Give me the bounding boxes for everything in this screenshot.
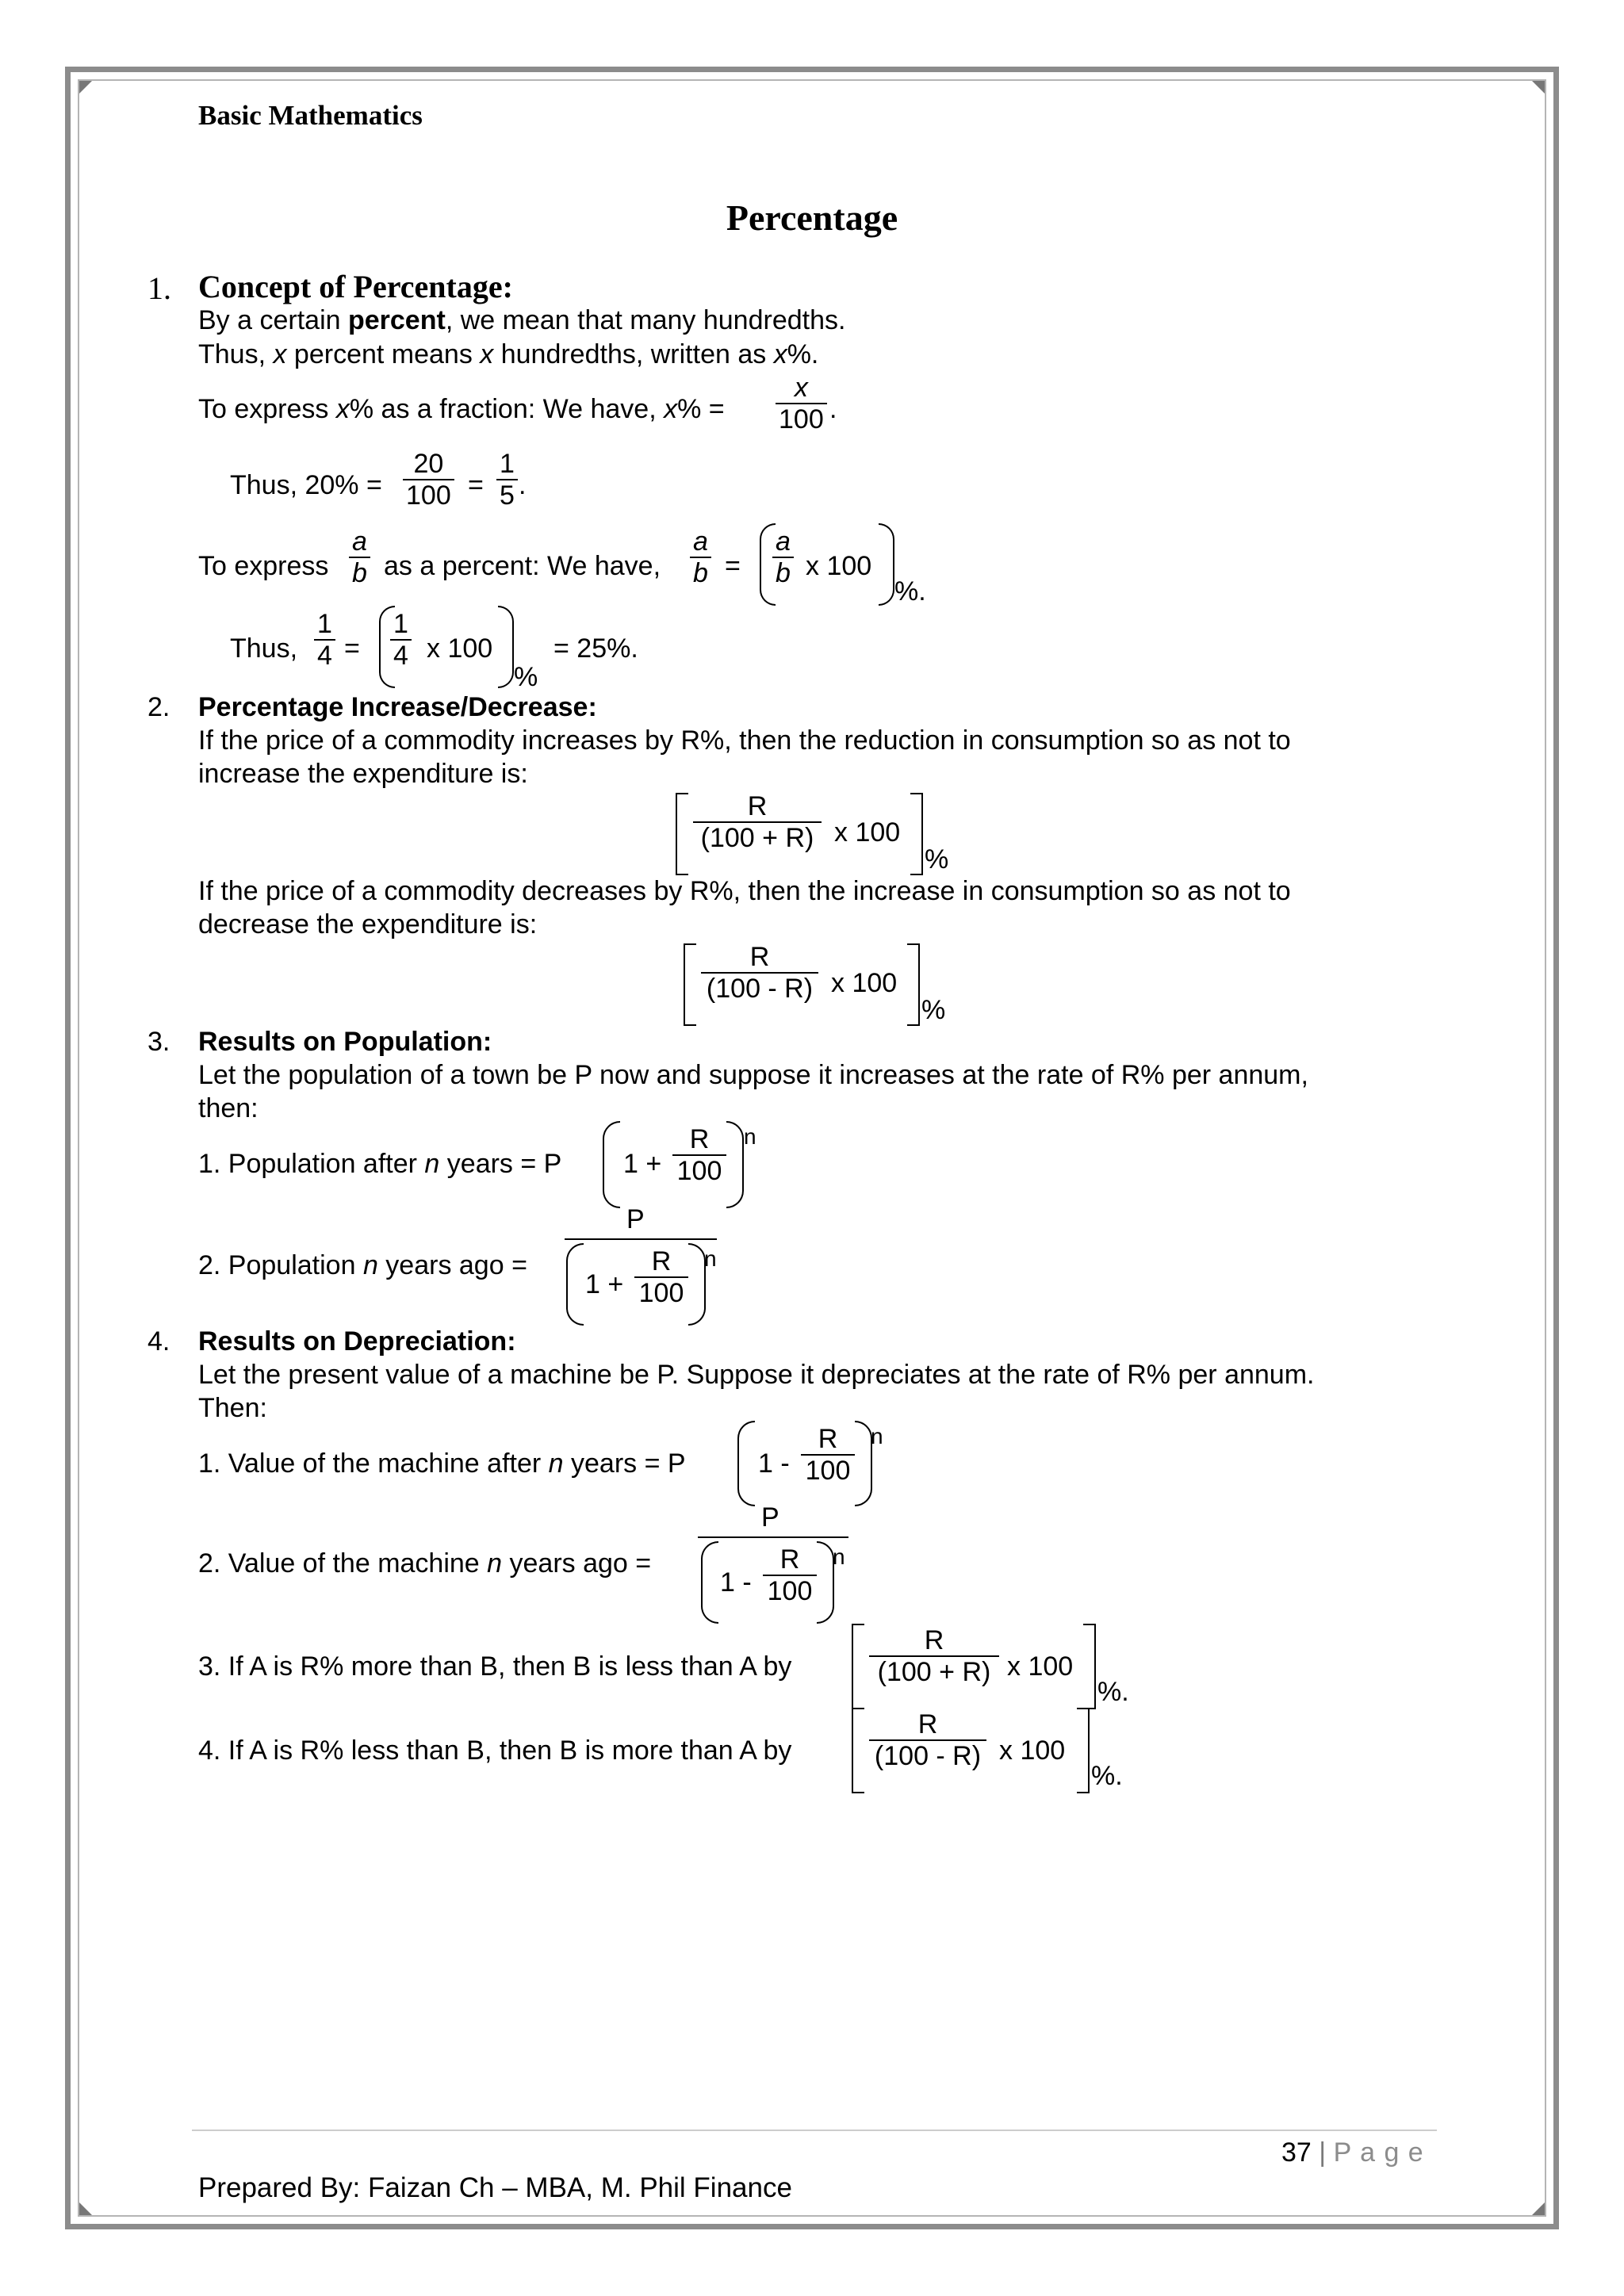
right-paren: [817, 1541, 834, 1624]
corner-ornament-top-right: [1532, 81, 1545, 94]
right-bracket: [1083, 1624, 1096, 1709]
text-times-100: x 100: [427, 633, 493, 664]
fraction: $\frac{R}{100}$: [634, 1246, 688, 1308]
fraction: $\frac{R}{(100 - R)}$: [869, 1709, 986, 1771]
text-line: If the price of a commodity increases by R%, then the reduction in consumption so as not to: [198, 725, 1291, 756]
fraction: $\frac{1}{4}$: [314, 609, 335, 671]
text-line: 1. Population after n years = P: [198, 1149, 562, 1179]
page-title: Percentage: [726, 197, 898, 238]
text-line: By a certain percent, we mean that many hundredths.: [198, 305, 846, 335]
text-times-100: x 100: [1007, 1651, 1074, 1682]
text-line: 2. Value of the machine n years ago =: [198, 1548, 652, 1578]
section-number: 1.: [147, 270, 171, 306]
text-line: To express x% as a fraction: We have, x% =: [198, 394, 725, 424]
text-percent: %.: [1091, 1761, 1123, 1791]
running-header: Basic Mathematics: [198, 100, 423, 131]
right-paren: [726, 1121, 744, 1208]
section-heading: Results on Depreciation:: [198, 1326, 516, 1357]
text-line: decrease the expenditure is:: [198, 909, 538, 939]
text-numerator: P: [761, 1502, 779, 1533]
text-percent: %.: [894, 576, 926, 607]
text-percent: %: [925, 844, 949, 874]
fraction: $\frac{a}{b}$: [690, 526, 711, 588]
section-heading: Concept of Percentage:: [198, 269, 513, 304]
text-line: as a percent: We have,: [384, 551, 661, 581]
text-line: 3. If A is R% more than B, then B is less than A by: [198, 1651, 792, 1682]
text-equals: =: [725, 551, 741, 581]
text-one-plus: 1 +: [585, 1269, 624, 1299]
text-percent: %: [921, 995, 946, 1025]
text-line: increase the expenditure is:: [198, 759, 528, 789]
fraction: $\frac{1}{5}$: [496, 449, 518, 511]
text-line: To express: [198, 551, 329, 581]
fraction: $\frac{20}{100}$: [403, 449, 454, 511]
right-paren: [688, 1243, 706, 1326]
text-line: If the price of a commodity decreases by R%, then the increase in consumption so as not to: [198, 876, 1291, 906]
right-paren: [855, 1421, 872, 1506]
section-heading: Results on Population:: [198, 1027, 492, 1057]
corner-ornament-top-left: [79, 81, 92, 94]
text-period: .: [829, 394, 837, 424]
left-paren: [566, 1243, 584, 1326]
fraction: $\frac{a}{b}$: [772, 526, 794, 588]
text-line: then:: [198, 1093, 259, 1123]
fraction: $\frac{R}{100}$: [763, 1544, 817, 1606]
corner-ornament-bottom-left: [79, 2202, 92, 2215]
text-line: Thus, x percent means x hundredths, written as x%.: [198, 339, 819, 369]
text-one-minus: 1 -: [720, 1567, 752, 1598]
page-number: 37 | P a g e: [1281, 2137, 1424, 2168]
fraction: $\frac{x}{100}$: [776, 373, 827, 434]
prepared-by: Prepared By: Faizan Ch – MBA, M. Phil Finance: [198, 2172, 792, 2203]
text-one-plus: 1 +: [623, 1149, 662, 1179]
right-bracket: [907, 943, 920, 1026]
text-line: Let the population of a town be P now and suppose it increases at the rate of R% per annum,: [198, 1060, 1308, 1090]
text-line: Then:: [198, 1393, 267, 1423]
text-times-100: x 100: [831, 968, 898, 998]
fraction: $\frac{R}{(100 - R)}$: [701, 942, 818, 1004]
text-exponent: n: [833, 1544, 845, 1569]
text-percent: %.: [1097, 1677, 1129, 1707]
text-times-100: x 100: [999, 1735, 1066, 1766]
text-line: Thus,: [230, 633, 298, 664]
fraction: $\frac{a}{b}$: [349, 526, 370, 588]
left-bracket: [684, 943, 696, 1026]
right-bracket: [1077, 1708, 1090, 1793]
section-heading: Percentage Increase/Decrease:: [198, 692, 597, 722]
text-line: 2. Population n years ago =: [198, 1250, 527, 1280]
text-line: Let the present value of a machine be P. Suppose it depreciates at the rate of R% per annum.: [198, 1360, 1315, 1390]
section-number: 3.: [147, 1027, 170, 1057]
fraction: $\frac{R}{(100 + R)}$: [693, 791, 822, 853]
left-bracket: [852, 1708, 864, 1793]
text-equals: =: [344, 633, 360, 664]
fraction: $\frac{R}{(100 + R)}$: [869, 1625, 999, 1687]
text-line: 1. Value of the machine after n years = P: [198, 1448, 686, 1479]
right-paren: [498, 606, 514, 688]
text-numerator: P: [626, 1204, 645, 1234]
text-equals: =: [468, 470, 484, 500]
right-bracket: [910, 793, 923, 875]
fraction: $\frac{R}{100}$: [672, 1124, 726, 1186]
text-percent: %: [514, 662, 538, 692]
text-result: = 25%.: [553, 633, 638, 664]
right-paren: [879, 523, 894, 606]
corner-ornament-bottom-right: [1532, 2202, 1545, 2215]
text-line: 4. If A is R% less than B, then B is more than A by: [198, 1735, 792, 1766]
text-exponent: n: [744, 1124, 756, 1149]
section-number: 2.: [147, 692, 170, 722]
text-line: Thus, 20% =: [230, 470, 382, 500]
text-times-100: x 100: [806, 551, 872, 581]
fraction: $\frac{1}{4}$: [390, 609, 412, 671]
text-one-minus: 1 -: [758, 1448, 790, 1479]
left-bracket: [676, 793, 688, 875]
left-paren: [701, 1541, 718, 1624]
section-number: 4.: [147, 1326, 170, 1357]
left-paren: [737, 1421, 755, 1506]
text-exponent: n: [871, 1424, 883, 1448]
footer-divider: [192, 2130, 1437, 2131]
text-exponent: n: [704, 1246, 717, 1271]
fraction-bar: [565, 1238, 717, 1240]
text-times-100: x 100: [834, 817, 901, 848]
left-paren: [603, 1121, 620, 1208]
fraction-bar: [698, 1536, 848, 1538]
fraction: $\frac{R}{100}$: [801, 1424, 855, 1486]
text-period: .: [519, 470, 527, 500]
left-bracket: [852, 1624, 864, 1709]
